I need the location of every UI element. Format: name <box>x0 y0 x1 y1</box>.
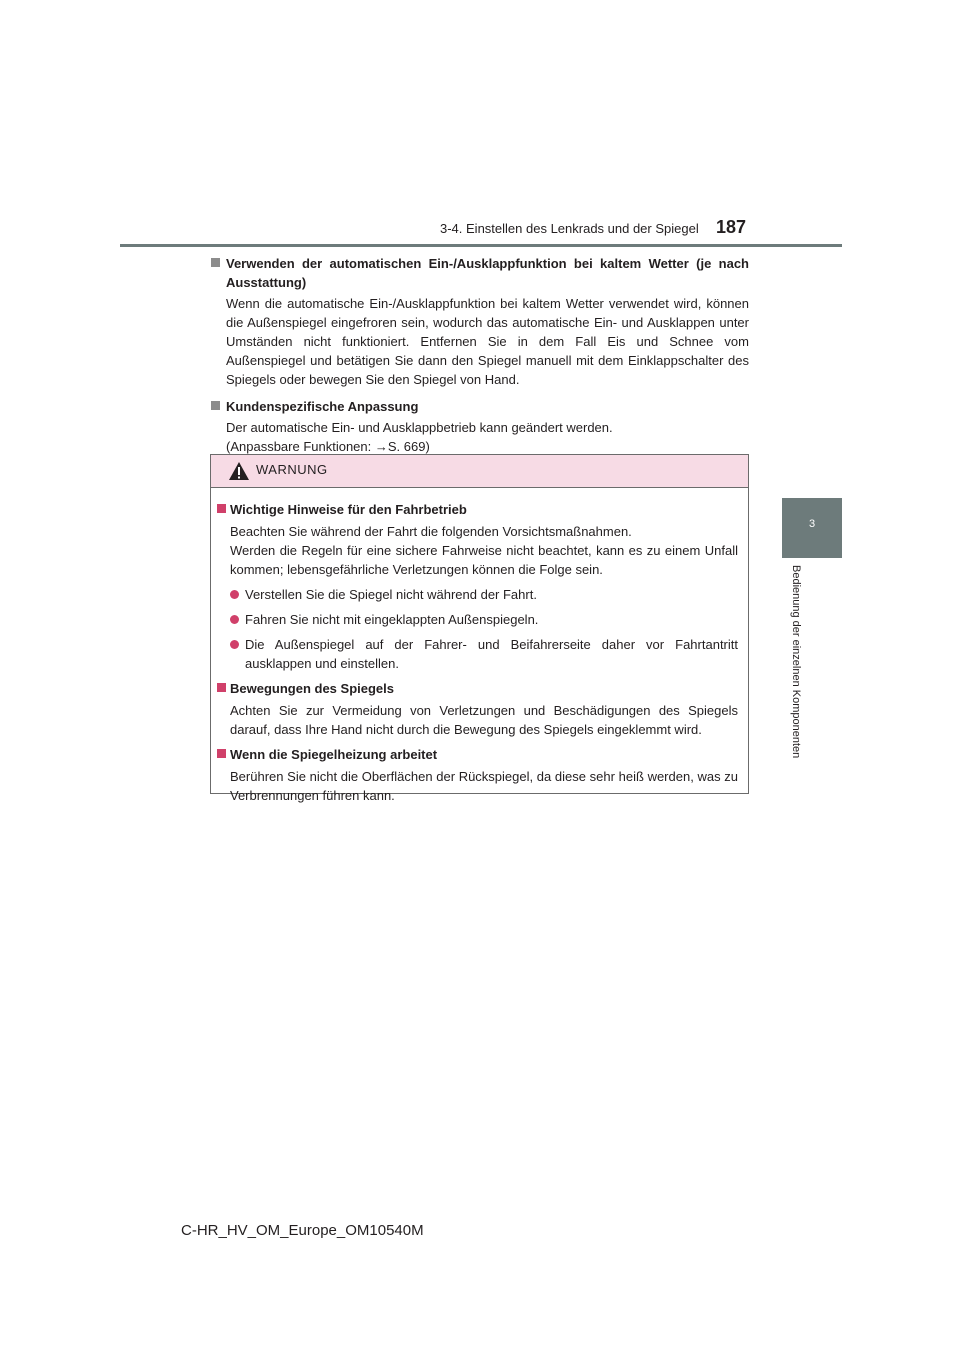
warning-bullet-text: Verstellen Sie die Spiegel nicht während der Fahrt. <box>245 587 537 602</box>
page-reference: (Anpassbare Funktionen: →S. 669) <box>226 439 430 454</box>
warning-item-heading-text: Wenn die Spiegelheizung arbeitet <box>230 747 438 762</box>
warning-bullet <box>217 635 738 673</box>
page-number: 187 <box>716 217 747 237</box>
warning-item-text: Achten Sie zur Vermeidung von Verletzungen und Beschädigungen des Spiegels darauf, dass Ihre Hand nicht durch die Bewegung des Spiegels eingeklemmt wird. <box>230 703 738 737</box>
warning-bullet-text: Die Außenspiegel auf der Fahrer- und Beifahrerseite daher vor Fahrtantritt ausklappen und einstellen. <box>245 637 738 671</box>
circle-bullet-icon <box>230 590 239 599</box>
warning-title: WARNUNG <box>256 462 328 477</box>
warning-bullet <box>217 585 738 604</box>
warning-item-heading <box>217 679 738 698</box>
chapter-title: Bedienung der einzelnen Komponenten <box>790 565 802 759</box>
section-heading <box>211 397 749 416</box>
circle-bullet-icon <box>230 640 239 649</box>
warning-box <box>210 454 749 803</box>
square-bullet-icon <box>217 749 226 758</box>
header-section-title: 3-4. Einstellen des Lenkrads und der Spiegel <box>440 221 699 236</box>
section-body <box>211 418 749 456</box>
warning-item-text <box>217 522 738 579</box>
warning-text-line: Beachten Sie während der Fahrt die folgenden Vorsichtsmaßnahmen. <box>230 524 632 539</box>
warning-item-heading-text: Bewegungen des Spiegels <box>230 681 394 696</box>
warning-text-line: Werden die Regeln für eine sichere Fahrweise nicht beachtet, kann es zu einem Unfall kommen; lebensgefährliche Verletzungen können die Folge sein. <box>230 543 738 577</box>
section-body: Wenn die automatische Ein-/Ausklappfunktion bei kaltem Wetter verwendet wird, können die Außenspiegel eingefroren sein, wodurch das automatische Ein- und Ausklappen unter Umständen nicht funktioniert. Entfernen Sie in dem Fall Eis und Schnee vom Außenspiegel und betätigen Sie dann den Spiegel manuell mit dem Einklappschalter des Spiegels oder bewegen Sie den Spiegel von Hand. <box>226 296 749 387</box>
section-heading-text: Kundenspezifische Anpassung <box>226 399 419 414</box>
warning-body <box>211 488 748 805</box>
section-heading-text: Verwenden der automatischen Ein-/Ausklappfunktion bei kaltem Wetter (je nach Ausstattung) <box>226 256 749 290</box>
chapter-tab <box>782 498 842 558</box>
square-bullet-icon <box>217 504 226 513</box>
main-content <box>211 254 749 456</box>
warning-triangle-icon <box>228 461 250 481</box>
footer-doc-code: C-HR_HV_OM_Europe_OM10540M <box>181 1222 424 1239</box>
warning-header <box>211 455 748 488</box>
square-bullet-icon <box>211 401 220 410</box>
header-rule <box>120 244 842 247</box>
warning-bullet-text: Fahren Sie nicht mit eingeklappten Außenspiegeln. <box>245 612 539 627</box>
warning-bullet <box>217 610 738 629</box>
warning-item-heading <box>217 500 738 519</box>
chapter-number: 3 <box>808 518 816 530</box>
square-bullet-icon <box>217 683 226 692</box>
section-body-line: Der automatische Ein- und Ausklappbetrieb kann geändert werden. <box>226 420 613 435</box>
warning-item-text: Berühren Sie nicht die Oberflächen der Rückspiegel, da diese sehr heiß werden, was zu Verbrennungen führen kann. <box>230 769 738 803</box>
section-heading <box>211 254 749 292</box>
warning-item-heading <box>217 745 738 764</box>
warning-item-heading-text: Wichtige Hinweise für den Fahrbetrieb <box>230 502 467 517</box>
square-bullet-icon <box>211 258 220 267</box>
circle-bullet-icon <box>230 615 239 624</box>
